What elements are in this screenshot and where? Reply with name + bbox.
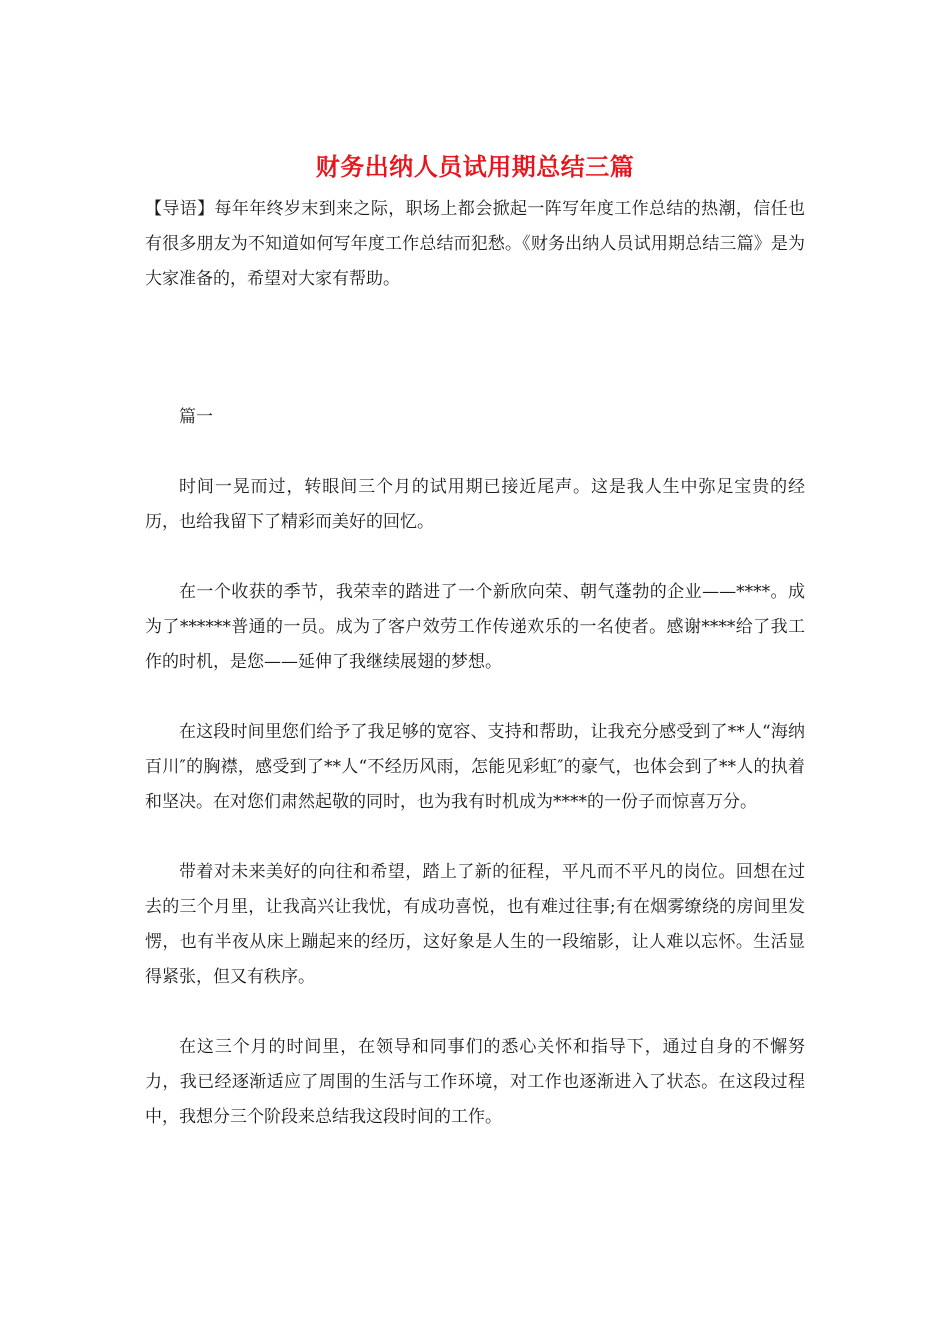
body-paragraph: 在这段时间里您们给予了我足够的宽容、支持和帮助，让我充分感受到了**人“海纳百川″的胸襟，感受到了**人“不经历风雨，怎能见彩虹″的豪气，也体会到了**人的执着和坚决。在对您们肃然起敬的同时，也为我有时机成为****的一份子而惊喜万分。 [145, 722, 805, 812]
body-paragraph: 时间一晃而过，转眼间三个月的试用期已接近尾声。这是我人生中弥足宝贵的经历，也给我留下了精彩而美好的回忆。 [145, 477, 805, 532]
body-paragraph: 在这三个月的时间里，在领导和同事们的悉心关怀和指导下，通过自身的不懈努力，我已经逐渐适应了周围的生活与工作环境，对工作也逐渐进入了状态。在这段过程中，我想分三个阶段来总结我这段时间的工作。 [145, 1037, 805, 1127]
section-heading: 篇一 [179, 407, 213, 427]
body-paragraph: 带着对未来美好的向往和希望，踏上了新的征程，平凡而不平凡的岗位。回想在过去的三个月里，让我高兴让我忧，有成功喜悦，也有难过往事;有在烟雾缭绕的房间里发愣，也有半夜从床上蹦起来的经历，这好象是人生的一段缩影，让人难以忘怀。生活显得紧张，但又有秩序。 [145, 862, 805, 987]
body-paragraph: 在一个收获的季节，我荣幸的踏进了一个新欣向荣、朝气蓬勃的企业——****。成为了******普通的一员。成为了客户效劳工作传递欢乐的一名使者。感谢****给了我工作的时机，是您——延伸了我继续展翅的梦想。 [145, 582, 805, 672]
document-title: 财务出纳人员试用期总结三篇 [315, 152, 635, 181]
document-body [145, 150, 805, 1135]
intro-paragraph: 【导语】每年年终岁末到来之际，职场上都会掀起一阵写年度工作总结的热潮，信任也有很多朋友为不知道如何写年度工作总结而犯愁。《财务出纳人员试用期总结三篇》是为大家准备的，希望对大家有帮助。 [145, 199, 805, 289]
